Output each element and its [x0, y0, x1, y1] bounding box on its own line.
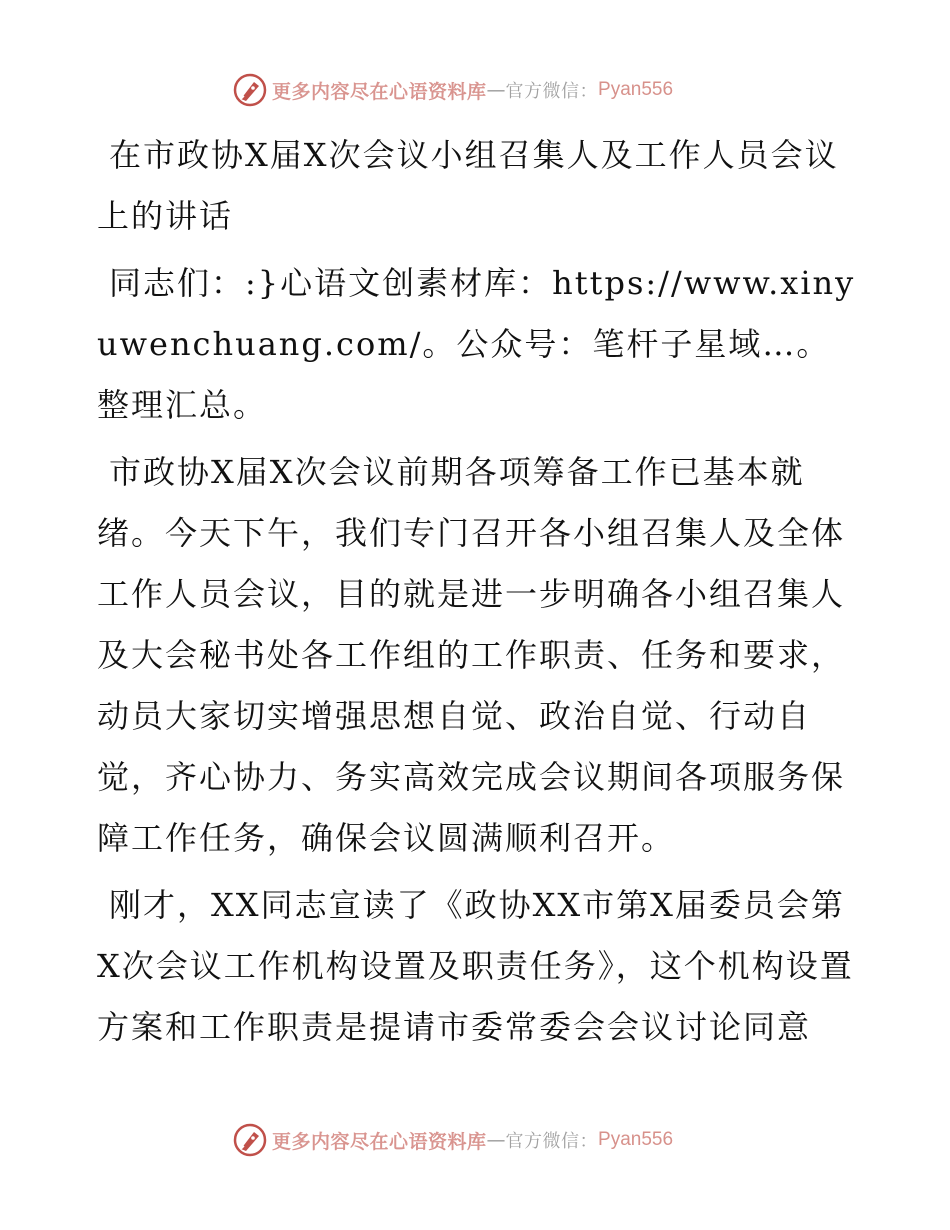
- watermark-slogan: 更多内容尽在心语资料库: [272, 1130, 487, 1153]
- document-body: [97, 125, 857, 1064]
- watermark-separator: —: [486, 1129, 506, 1151]
- watermark-wechat-label: 官方微信：: [505, 1131, 599, 1152]
- paragraph-institution: 刚才，XX同志宣读了《政协XX市第X届委员会第X次会议工作机构设置及职责任务》，这个机构设置方案和工作职责是提请市委常委会会议讨论同意: [97, 886, 854, 1046]
- watermark-wechat-label: 官方微信：: [505, 81, 599, 102]
- paragraph-preparation: 市政协X届X次会议前期各项筹备工作已基本就绪。今天下午，我们专门召开各小组召集人及全体工作人员会议，目的就是进一步明确各小组召集人及大会秘书处各工作组的工作职责、任务和要求，动员大家切实增强思想自觉、政治自觉、行动自觉，齐心协力、务实高效完成会议期间各项服务保障工作任务，确保会议圆满顺利召开。: [97, 453, 846, 857]
- watermark-slogan: 更多内容尽在心语资料库: [272, 80, 487, 103]
- paragraph-greeting: 同志们：:}心语文创素材库：https://www.xinyuwenchuang.com/。公众号：笔杆子星域…。整理汇总。: [97, 264, 856, 424]
- watermark-handle: Pyan556: [598, 79, 674, 100]
- document-title: 在市政协X届X次会议小组召集人及工作人员会议上的讲话: [97, 136, 839, 235]
- pen-nib-logo-icon: [232, 72, 268, 108]
- footer-watermark: [232, 1120, 673, 1160]
- pen-nib-logo-icon: [232, 1122, 268, 1158]
- watermark-separator: —: [486, 79, 506, 101]
- header-watermark: [232, 70, 673, 110]
- watermark-handle: Pyan556: [598, 1129, 674, 1150]
